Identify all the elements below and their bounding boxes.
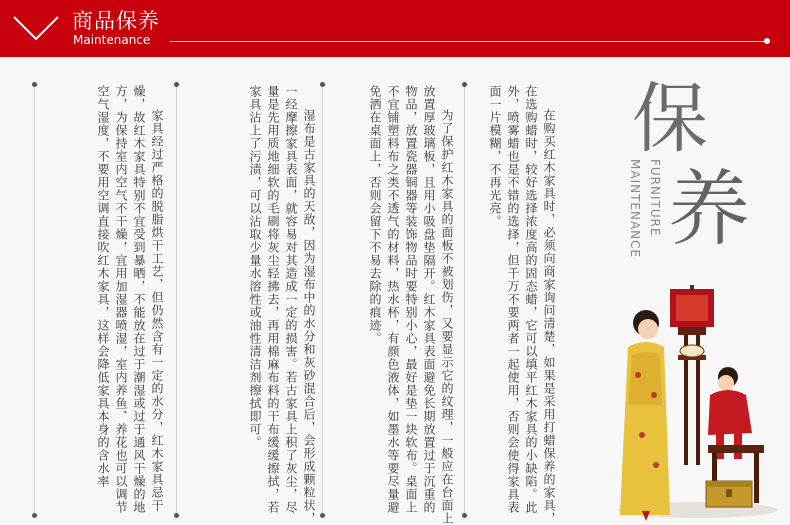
header-rule-dot: [764, 38, 770, 44]
brand-char-bao: 保: [632, 74, 708, 163]
brand-furniture-label: FURNITURE: [648, 159, 662, 237]
column-divider: [322, 85, 323, 515]
page-subtitle: Maintenance: [73, 33, 151, 47]
paragraph-wet-cloth: 湿布是古家具的天敌，因为湿布中的水分和灰砂混合后，会形成颗粒状，一经摩擦家具表面，就容易对其造成一定的损害。若古家具上积了灰尘，尽量是先用质地细软的毛刷将灰尘轻拂去，再用棉麻布料的干布缓缓擦拭，若家具沾上了污渍，可以沾取少量水溶性或油性清洁剂擦拭即可。: [248, 85, 316, 525]
column-divider: [176, 85, 177, 515]
header-banner: [0, 0, 790, 57]
brand-maintenance-label: MAINTENANCE: [628, 159, 642, 259]
paragraph-humidity: 家具经过严格的脱脂烘干工艺，但仍然含有一定的水分，红木家具忌干燥，故红木家具特别不宜受到暴晒，不能放在过于潮湿或过于通风干燥的地方，为保持室内空气不干燥，宜用加湿器喷湿，室内养鱼、养花也可以调节空气湿度，不要用空调直接吹红木家具，这样会降低家具本身的含水率: [96, 85, 164, 514]
brand-char-yang: 养: [668, 162, 751, 257]
column-divider: [464, 85, 465, 515]
column-divider: [34, 85, 35, 515]
header-rule: [170, 41, 766, 42]
page-title: 商品保养: [72, 9, 160, 33]
woman-and-child-with-redwood-furniture-illustration: [598, 285, 778, 523]
paragraph-wax: 在购买红木家具时，必须向商家询问清楚，如果是采用打蜡保养的家具，在选购蜡时，较好选择浓度高的固态蜡，它可以填平红木家具的小缺陷。此外，喷雾蜡也是不错的选择，但千万不要两者一起使用，否则会使得家具表面一片模糊，不再光亮。: [488, 85, 556, 525]
content-area: [0, 57, 790, 525]
chevron-down-icon: [12, 14, 60, 42]
paragraph-tabletop: 为了保护红木家具的面板不被划伤，又要显示它的纹理，一般应在台面上放置厚玻璃板，且用小吸盘垫隔开。红木家具表面避免长期放置过于沉重的物品，放置瓷器铜器等装饰物品时要特别小心，最好是垫一块软布。桌面上不宜铺塑料布之类不透气的材料，热水杯，有颜色液体，如墨水等要尽量避免洒在桌面上，否则会留下不易去除的痕迹。: [368, 85, 454, 525]
